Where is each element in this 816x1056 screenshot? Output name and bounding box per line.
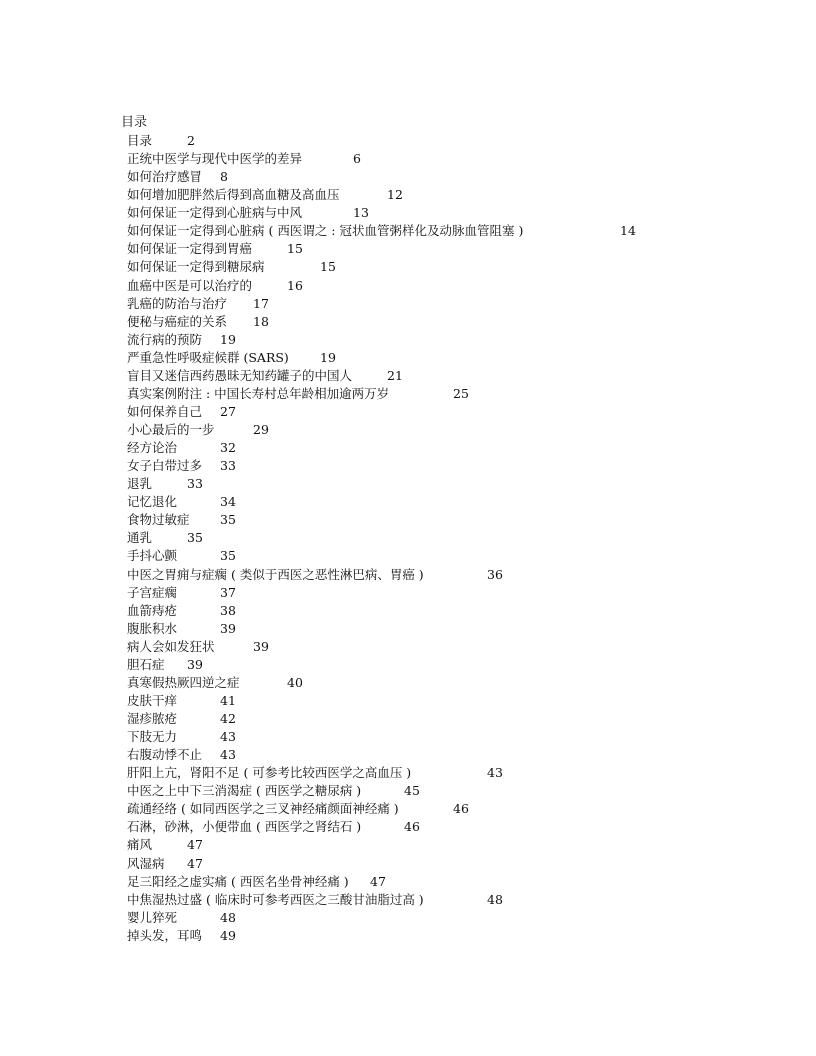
toc-entry-page-number: 25 [453, 385, 469, 401]
toc-entry-title[interactable]: 下肢无力 [127, 729, 178, 745]
toc-entry[interactable] [127, 873, 523, 891]
toc-entry-page-number: 33 [187, 476, 203, 492]
toc-entry[interactable] [127, 367, 523, 385]
toc-entry-page-number: 34 [220, 494, 236, 510]
toc-entry[interactable] [127, 222, 636, 240]
toc-entry[interactable] [127, 855, 523, 873]
toc-entry-title[interactable]: 严重急性呼吸症候群 (SARS) [127, 349, 289, 365]
toc-entry-page-number: 43 [220, 747, 236, 763]
toc-entry-title[interactable]: 如何保证一定得到心脏病 ( 西医谓之 : 冠状血管粥样化及动脉血管阻塞 ) [127, 223, 524, 239]
toc-entry-page-number: 15 [287, 241, 303, 257]
toc-entry-page-number: 39 [187, 656, 203, 672]
toc-entry[interactable] [127, 186, 523, 204]
toc-entry-page-number: 43 [220, 729, 236, 745]
toc-entry[interactable] [127, 277, 523, 295]
toc-entry-title[interactable]: 经方论治 [127, 440, 178, 456]
toc-entry[interactable] [127, 349, 523, 367]
toc-heading: 目录 [121, 115, 148, 130]
toc-entry[interactable] [127, 331, 523, 349]
toc-entry[interactable] [127, 493, 523, 511]
toc-entry[interactable] [127, 927, 523, 945]
toc-entry[interactable] [127, 475, 523, 493]
toc-entry-title[interactable]: 子宫症瘸 [127, 584, 178, 600]
toc-entry-page-number: 14 [620, 223, 636, 239]
toc-entry-page-number: 6 [353, 151, 361, 167]
toc-entry[interactable] [127, 602, 523, 620]
toc-entry[interactable] [127, 421, 523, 439]
toc-entry-title[interactable]: 病人会如发狂状 [127, 638, 215, 654]
toc-entry[interactable] [127, 132, 523, 150]
toc-entry-title[interactable]: 目录 [127, 133, 153, 148]
toc-entry-page-number: 45 [404, 783, 420, 799]
toc-entry-page-number: 49 [220, 927, 236, 943]
toc-entry[interactable] [127, 566, 523, 584]
toc-entry-page-number: 32 [220, 440, 236, 456]
toc-entry-page-number: 15 [320, 259, 336, 275]
toc-entry-page-number: 48 [220, 909, 236, 925]
toc-entry[interactable] [127, 204, 523, 222]
toc-entry-page-number: 47 [187, 837, 203, 853]
toc-entry[interactable] [127, 710, 523, 728]
toc-entry-title[interactable]: 真寒假热厥四逆之症 [127, 674, 240, 690]
toc-entry-page-number: 47 [370, 873, 386, 889]
toc-entry-title[interactable]: 如何保证一定得到心脏病与中风 [127, 205, 303, 221]
toc-entry[interactable] [127, 728, 523, 746]
toc-entry-title[interactable]: 正统中医学与现代中医学的差异 [127, 151, 303, 167]
toc-entry-page-number: 12 [387, 187, 403, 203]
toc-entry-page-number: 42 [220, 711, 236, 726]
toc-entry-title[interactable]: 便秘与癌症的关系 [127, 313, 228, 329]
toc-entry-title[interactable]: 流行病的预防 [127, 331, 203, 347]
toc-entry-title[interactable]: 盲目又迷信西药愚昧无知药罐子的中国人 [127, 367, 353, 383]
toc-entry[interactable] [127, 511, 523, 529]
toc-entry-title[interactable]: 腹胀积水 [127, 620, 178, 636]
toc-entry-title[interactable]: 通乳 [127, 530, 153, 546]
toc-entry-title[interactable]: 退乳 [127, 476, 153, 492]
toc-entry-page-number: 36 [487, 566, 503, 582]
toc-entry[interactable] [127, 403, 523, 421]
toc-entry-page-number: 19 [320, 349, 336, 365]
toc-entry-page-number: 13 [353, 205, 369, 221]
toc-entry[interactable] [127, 240, 523, 258]
toc-entry-page-number: 16 [287, 277, 303, 293]
toc-entry-page-number: 29 [253, 422, 269, 437]
toc-entry-page-number: 39 [253, 638, 269, 654]
toc-entry[interactable] [127, 782, 523, 800]
toc-entry-title[interactable]: 皮肤干痒 [127, 692, 178, 708]
toc-entry[interactable] [127, 620, 523, 638]
toc-entry[interactable] [127, 168, 523, 186]
toc-entry-page-number: 39 [220, 620, 236, 636]
toc-entry-title[interactable]: 如何保养自己 [127, 403, 203, 419]
toc-entry-page-number: 46 [453, 801, 469, 817]
toc-entry-title[interactable]: 掉头发，耳鸣 [127, 927, 203, 943]
toc-entry-title[interactable]: 真实案例附注 : 中国长寿村总年龄相加逾两万岁 [127, 385, 390, 401]
toc-entry[interactable] [127, 584, 523, 602]
toc-entry[interactable] [127, 457, 523, 475]
toc-entry-title[interactable]: 中医之上中下三消渴症 ( 西医学之糖尿病 ) [127, 783, 362, 799]
toc-entry-title[interactable]: 血癌中医是可以治疗的 [127, 277, 253, 293]
toc-entry[interactable] [127, 818, 523, 836]
toc-entry-title[interactable]: 小心最后的一步 [127, 422, 215, 437]
toc-entry[interactable] [127, 638, 523, 656]
toc-entry-page-number: 41 [220, 692, 236, 708]
toc-entry-page-number: 40 [287, 674, 303, 690]
toc-entry-page-number: 47 [187, 855, 203, 871]
toc-entry[interactable] [127, 836, 523, 854]
toc-entry[interactable] [127, 891, 523, 909]
toc-entry-page-number: 19 [220, 331, 236, 347]
toc-entry[interactable] [127, 909, 523, 927]
toc-entry-page-number: 17 [253, 295, 269, 311]
toc-entry[interactable] [127, 385, 523, 403]
toc-entry-page-number: 43 [487, 765, 503, 781]
toc-entry[interactable] [127, 764, 523, 782]
toc-entry-page-number: 35 [220, 512, 236, 528]
toc-entry-page-number: 35 [220, 548, 236, 564]
toc-entry[interactable] [127, 674, 523, 692]
toc-entry-page-number: 38 [220, 602, 236, 618]
toc-entry-title[interactable]: 痛风 [127, 837, 153, 853]
toc-entry-title[interactable]: 中医之胃痈与症瘸 ( 类似于西医之恶性淋巴病、胃癌 ) [127, 566, 424, 582]
toc-entry-page-number: 33 [220, 458, 236, 474]
toc-entry-page-number: 48 [487, 891, 503, 907]
toc-entry-title[interactable]: 血箭痔疮 [127, 602, 178, 618]
toc-entry-page-number: 2 [187, 133, 195, 148]
toc-entry[interactable] [127, 313, 523, 331]
toc-entry-title[interactable]: 女子白带过多 [127, 458, 203, 474]
toc-entry[interactable] [127, 692, 523, 710]
toc-entry-page-number: 37 [220, 584, 236, 600]
toc-entry-title[interactable]: 如何保证一定得到胃癌 [127, 241, 253, 257]
toc-entry[interactable] [127, 800, 523, 818]
toc-entry-title[interactable]: 记忆退化 [127, 494, 178, 510]
toc-entry-title[interactable]: 婴儿猝死 [127, 909, 178, 925]
toc-list [127, 132, 636, 945]
toc-entry-title[interactable]: 如何保证一定得到糖尿病 [127, 259, 265, 275]
toc-entry-page-number: 46 [404, 819, 420, 835]
toc-entry-title[interactable]: 足三阳经之虚实痛 ( 西医名坐骨神经痛 ) [127, 873, 349, 889]
toc-entry[interactable] [127, 547, 523, 565]
toc-entry-page-number: 35 [187, 530, 203, 546]
toc-entry-title[interactable]: 如何治疗感冒 [127, 169, 203, 185]
toc-entry-title[interactable]: 中焦湿热过盛 ( 临床时可参考西医之三酸甘油脂过高 ) [127, 891, 424, 907]
toc-entry-title[interactable]: 手抖心颤 [127, 548, 178, 564]
toc-entry-title[interactable]: 湿疹脓疮 [127, 711, 178, 726]
toc-entry[interactable] [127, 150, 523, 168]
toc-entry-title[interactable]: 食物过敏症 [127, 512, 190, 528]
toc-entry[interactable] [127, 439, 523, 457]
toc-entry[interactable] [127, 529, 523, 547]
toc-entry-page-number: 27 [220, 403, 236, 419]
toc-entry-title[interactable]: 肝阳上亢，肾阳不足 ( 可参考比较西医学之高血压 ) [127, 765, 412, 781]
toc-entry-title[interactable]: 石淋，砂淋，小便带血 ( 西医学之肾结石 ) [127, 819, 362, 835]
toc-entry-title[interactable]: 胆石症 [127, 656, 165, 672]
toc-entry-title[interactable]: 风湿病 [127, 855, 165, 871]
toc-entry[interactable] [127, 746, 523, 764]
toc-entry-page-number: 21 [387, 367, 403, 383]
toc-entry-title[interactable]: 乳癌的防治与治疗 [127, 295, 228, 311]
toc-entry-title[interactable]: 疏通经络 ( 如同西医学之三叉神经痛颜面神经痛 ) [127, 801, 399, 817]
toc-entry[interactable] [127, 258, 523, 276]
toc-entry-title[interactable]: 右腹动悸不止 [127, 747, 203, 763]
toc-entry-title[interactable]: 如何增加肥胖然后得到高血糖及高血压 [127, 187, 340, 203]
toc-entry[interactable] [127, 295, 523, 313]
toc-entry-page-number: 18 [253, 313, 269, 329]
toc-entry[interactable] [127, 656, 523, 674]
toc-entry-page-number: 8 [220, 169, 228, 185]
